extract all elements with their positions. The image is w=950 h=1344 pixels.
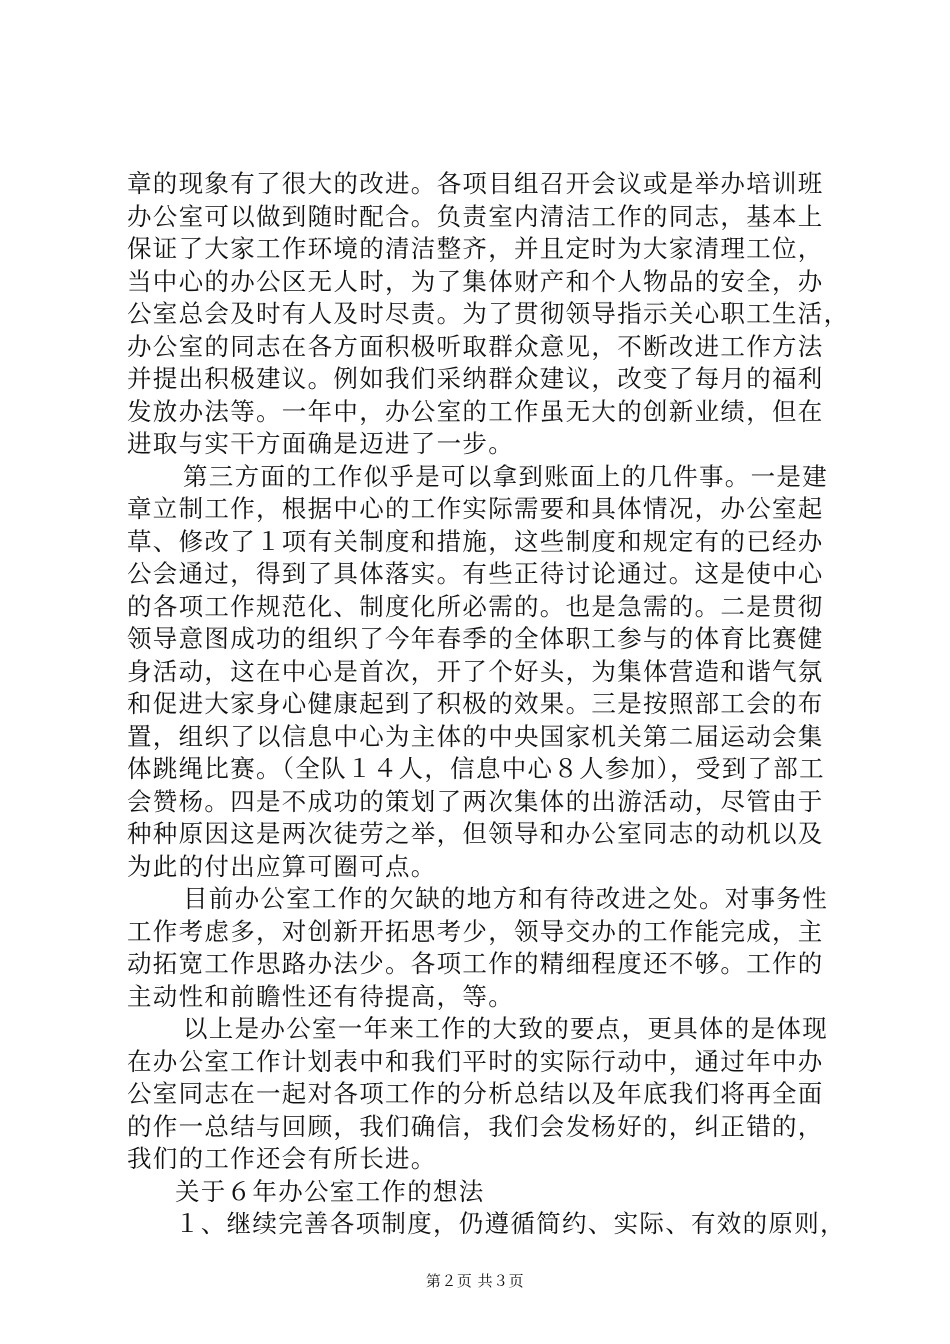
text-line: 并提出积极建议。例如我们采纳群众建议，改变了每月的福利 bbox=[127, 364, 824, 393]
text-line: 种种原因这是两次徒劳之举，但领导和办公室同志的动机以及 bbox=[127, 819, 824, 848]
text-line: 在办公室工作计划表中和我们平时的实际行动中，通过年中办 bbox=[127, 1046, 824, 1076]
paragraph-start-line: 以上是办公室一年来工作的大致的要点，更具体的是体现 bbox=[183, 1014, 828, 1043]
text-line: 的作一总结与回顾，我们确信，我们会发杨好的，纠正错的， bbox=[127, 1111, 824, 1141]
text-line: 动拓宽工作思路办法少。各项工作的精细程度还不够。工作的 bbox=[127, 949, 824, 978]
text-line: 草、修改了１项有关制度和措施，这些制度和规定有的已经办 bbox=[127, 526, 824, 556]
text-line: 领导意图成功的组织了今年春季的全体职工参与的体育比赛健 bbox=[127, 624, 824, 653]
document-body bbox=[127, 168, 850, 1241]
text-line: 章的现象有了很大的改进。各项目组召开会议或是举办培训班 bbox=[127, 169, 824, 198]
text-line: 章立制工作，根据中心的工作实际需要和具体情况，办公室起 bbox=[127, 494, 824, 523]
text-line: 进取与实干方面确是迈进了一步。 bbox=[127, 429, 514, 458]
text-line: 体跳绳比赛。（全队１４人，信息中心８人参加），受到了部工 bbox=[127, 754, 825, 783]
text-line: 公室同志在一起对各项工作的分析总结以及年底我们将再全面 bbox=[127, 1079, 824, 1108]
list-item-line: １、继续完善各项制度，仍遵循简约、实际、有效的原则， bbox=[175, 1209, 846, 1238]
text-line: 的各项工作规范化、制度化所必需的。也是急需的。二是贯彻 bbox=[127, 591, 824, 621]
text-line: 办公室可以做到随时配合。负责室内清洁工作的同志，基本上 bbox=[127, 201, 824, 231]
text-line: 公会通过，得到了具体落实。有些正待讨论通过。这是使中心 bbox=[127, 559, 824, 588]
page-number-footer: 第２页 共３页 bbox=[425, 1272, 525, 1290]
text-line: 当中心的办公区无人时，为了集体财产和个人物品的安全，办 bbox=[127, 266, 824, 296]
text-line: 和促进大家身心健康起到了积极的效果。三是按照部工会的布 bbox=[127, 689, 824, 718]
text-line: 我们的工作还会有所长进。 bbox=[127, 1144, 437, 1173]
text-line: 发放办法等。一年中，办公室的工作虽无大的创新业绩，但在 bbox=[127, 396, 824, 426]
text-line: 主动性和前瞻性还有待提高，等。 bbox=[127, 981, 514, 1011]
text-line: 为此的付出应算可圈可点。 bbox=[127, 851, 437, 881]
text-line: 置，组织了以信息中心为主体的中央国家机关第二届运动会集 bbox=[127, 721, 824, 751]
text-line: 保证了大家工作环境的清洁整齐，并且定时为大家清理工位， bbox=[127, 234, 824, 263]
text-line: 会赞杨。四是不成功的策划了两次集体的出游活动，尽管由于 bbox=[127, 786, 824, 816]
text-line: 工作考虑多，对创新开拓思考少，领导交办的工作能完成，主 bbox=[127, 916, 824, 946]
section-heading-line: 关于６年办公室工作的想法 bbox=[175, 1176, 485, 1206]
text-line: 公室总会及时有人及时尽责。为了贯彻领导指示关心职工生活， bbox=[127, 299, 850, 328]
text-line: 办公室的同志在各方面积极听取群众意见，不断改进工作方法 bbox=[127, 331, 824, 361]
text-line: 身活动，这在中心是首次，开了个好头，为集体营造和谐气氛 bbox=[127, 656, 824, 686]
paragraph-start-line: 目前办公室工作的欠缺的地方和有待改进之处。对事务性 bbox=[183, 884, 828, 913]
paragraph-start-line: 第三方面的工作似乎是可以拿到账面上的几件事。一是建 bbox=[183, 461, 828, 491]
